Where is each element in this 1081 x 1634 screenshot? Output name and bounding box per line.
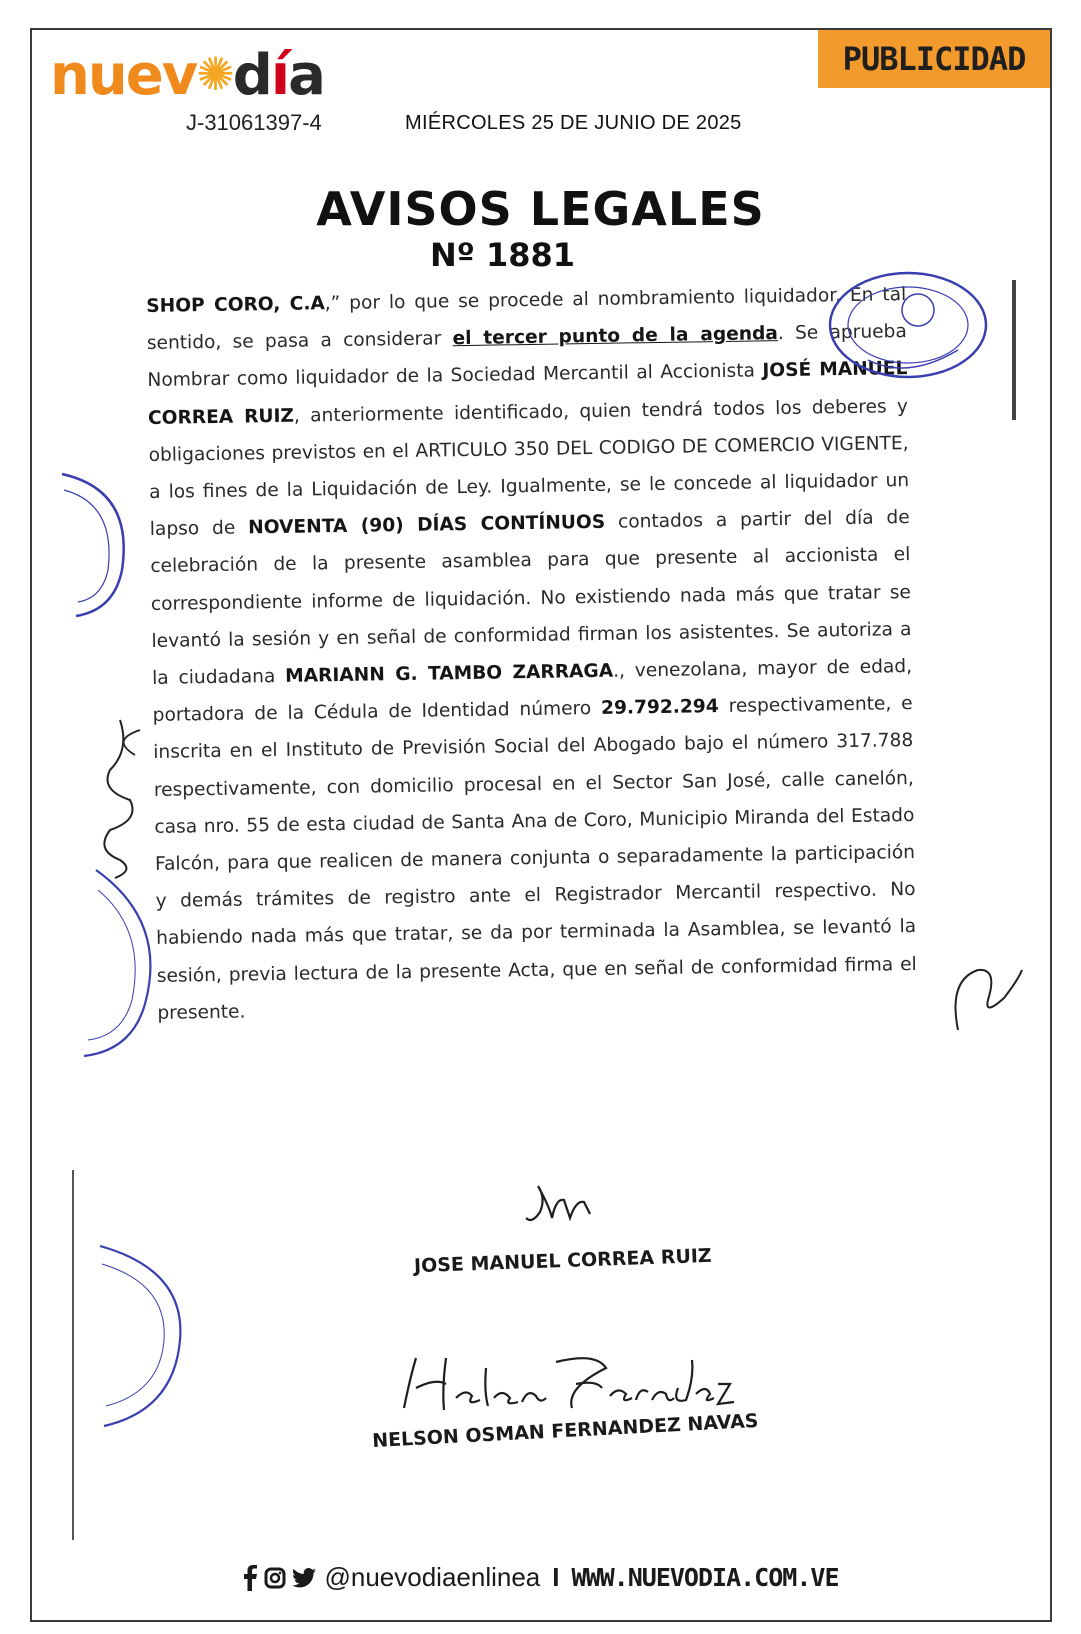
agenda-point: el tercer punto de la agenda [452, 323, 779, 350]
footer-separator: I [552, 1562, 560, 1592]
publication-date: MIÉRCOLES 25 DE JUNIO DE 2025 [405, 112, 742, 134]
registry-stamp-left [56, 470, 136, 620]
notice-body: SHOP CORO, C.A,” por lo que se procede al nombramiento liquidador. En tal sentido, se pasa a considerar el tercer punto de la agenda. Se aprueba Nombrar como liquidador de la Sociedad Mercantil al Accionista JOSÉ MANUEL CORREA RUIZ, anteriormente identificado, quien tendrá todos los deberes y obligaciones previstos en el ARTICULO 350 DEL CODIGO DE COMERCIO VIGENTE, a los fines de la Liquidación de Ley. Igualmente, se le concede al liquidador un lapso de NOVENTA (90) DÍAS CONTÍNUOS contados a partir del día de celebración de la presente asamblea para que presente al accionista el correspondiente informe de liquidación. No existiendo nada más que tratar se levantó la sesión y en señal de conformidad firman los asistentes. Se autoriza a la ciudadana MARIANN G. TAMBO ZARRAGA., venezolana, mayor de edad, portadora de la Cédula de Identidad número 29.792.294 respectivamente, e inscrita en el Instituto de Previsión Social del Abogado bajo el número 317.788 respectivamente, con domicilio procesal en el Sector San José, calle canelón, casa nro. 55 de esta ciudad de Santa Ana de Coro, Municipio Miranda del Estado Falcón, para que realicen de manera conjunta o separadamente la participación y demás trámites de registro ante el Registrador Mercantil respectivo. No habiendo nada más que tratar, se da por terminada la Asamblea, se levantó la sesión, previa lectura de la presente Acta, que en señal de conformidad firma el presente. [146, 284, 917, 1024]
signature-jose-manuel [520, 1178, 600, 1228]
notice-number: Nº 1881 [430, 236, 576, 274]
signature-nelson-fernandez [396, 1348, 736, 1418]
term-period: NOVENTA (90) DÍAS CONTÍNUOS [248, 512, 606, 539]
signatory-name-2: NELSON OSMAN FERNANDEZ NAVAS [371, 1409, 759, 1453]
social-icons [242, 1565, 316, 1591]
registry-stamp-top-right [818, 270, 988, 390]
social-handle[interactable]: @nuevodiaenlinea [324, 1562, 541, 1592]
website-link[interactable]: WWW.NUEVODIA.COM.VE [571, 1563, 839, 1592]
margin-signature-right [948, 940, 1028, 1050]
page-title: AVISOS LEGALES [316, 182, 765, 236]
footer [0, 1562, 1081, 1593]
margin-signature-left [80, 710, 160, 880]
publicidad-badge: PUBLICIDAD [818, 30, 1050, 88]
company-name: SHOP CORO, C.A [146, 293, 325, 317]
id-number: 29.792.294 [600, 696, 719, 720]
newspaper-logo: nuev✺día [50, 43, 324, 108]
tax-id: J-31061397-4 [186, 110, 322, 135]
scan-edge [1012, 280, 1016, 420]
authorized-person: MARIANN G. TAMBO ZARRAGA [285, 660, 614, 687]
liquidator-name: JOSÉ MANUEL CORREA RUIZ [147, 358, 908, 429]
sun-icon: ✺ [196, 47, 233, 101]
twitter-icon[interactable] [292, 1568, 316, 1588]
signatory-name-1: JOSE MANUEL CORREA RUIZ [413, 1244, 712, 1278]
registry-stamp-left-lower [76, 860, 166, 1060]
margin-line [72, 1170, 74, 1540]
facebook-icon[interactable] [242, 1565, 258, 1591]
registry-stamp-bottom-left [94, 1240, 190, 1430]
instagram-icon[interactable] [264, 1567, 286, 1589]
